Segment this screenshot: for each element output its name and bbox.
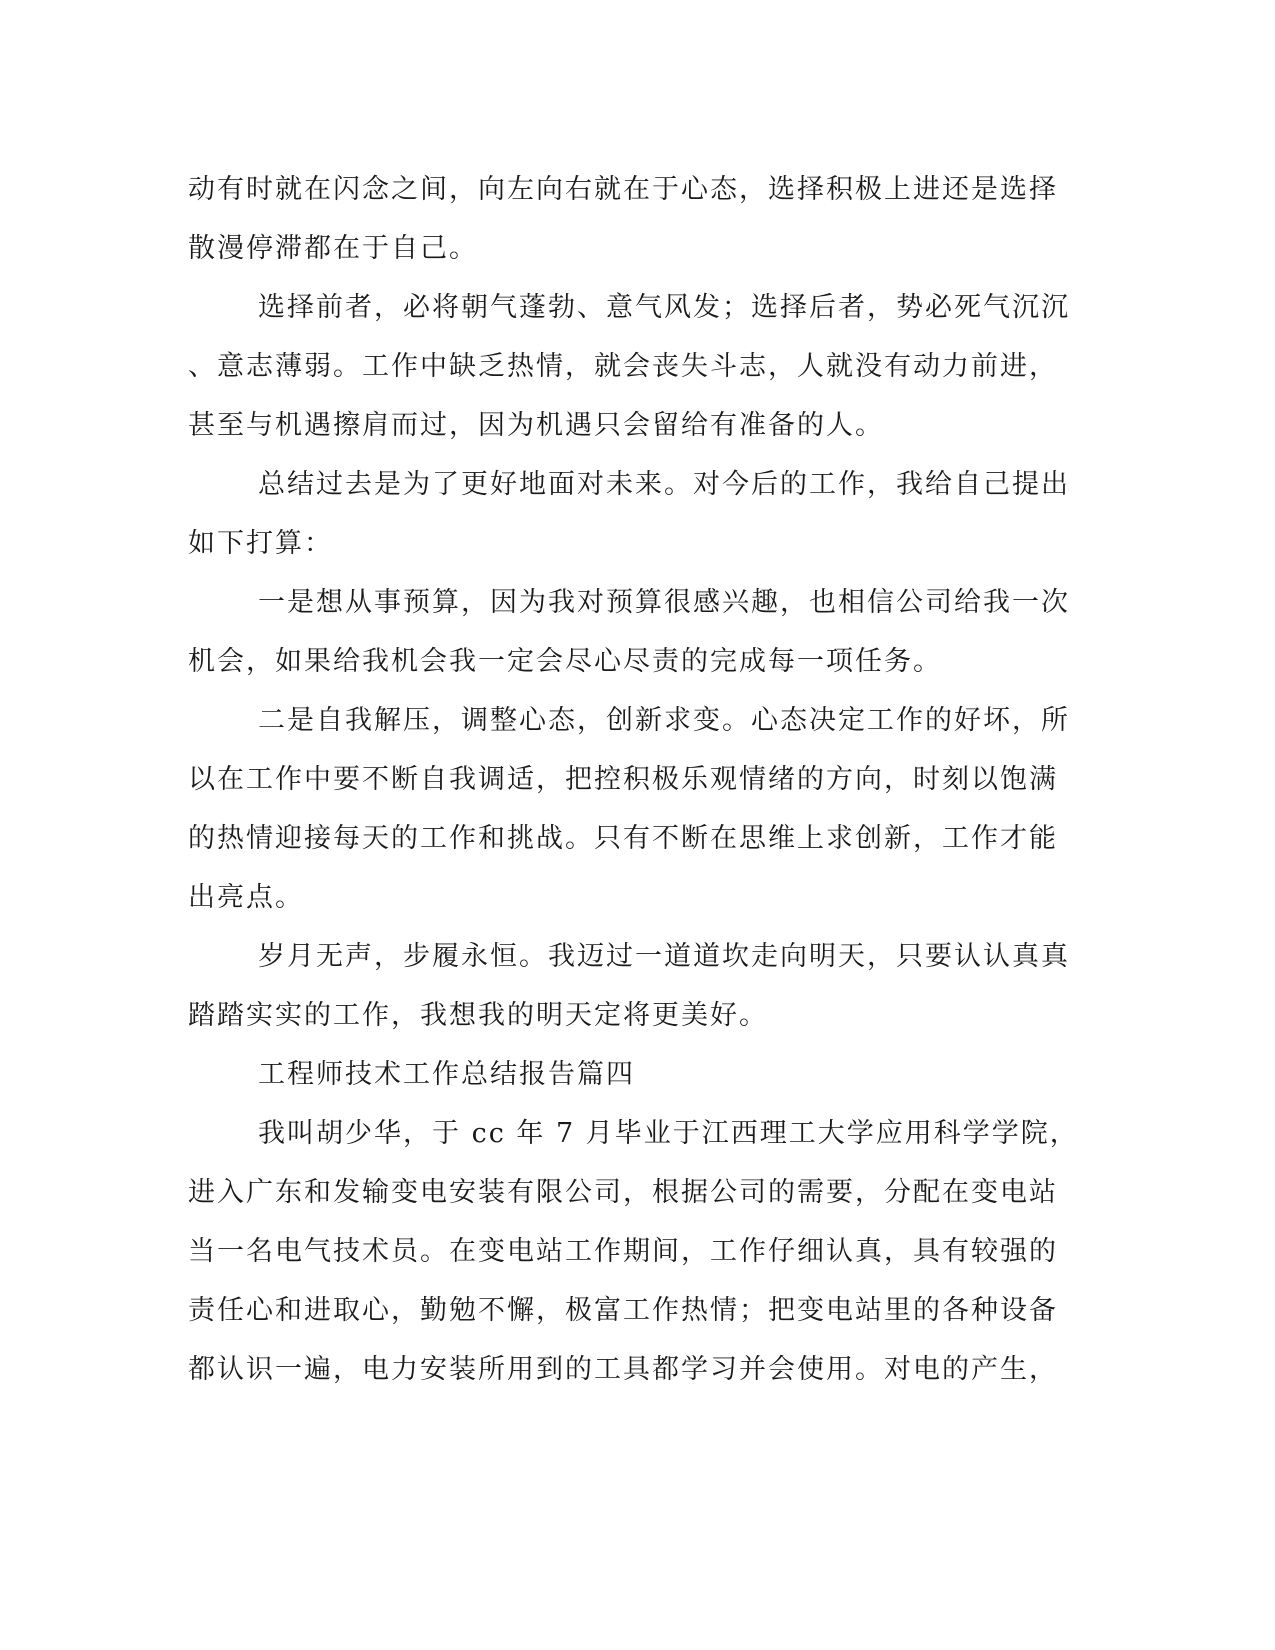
document-body bbox=[188, 160, 1079, 1399]
text-line: 总结过去是为了更好地面对未来。对今后的工作，我给自己提出 bbox=[258, 469, 1070, 500]
paragraph-introduction bbox=[188, 1104, 1079, 1399]
text-line: 选择前者，必将朝气蓬勃、意气风发；选择后者，势必死气沉沉 bbox=[258, 292, 1070, 323]
paragraph-choice bbox=[188, 278, 1068, 455]
text-line: 的热情迎接每天的工作和挑战。只有不断在思维上求创新，工作才能 bbox=[188, 823, 1058, 854]
text-line: 机会，如果给我机会我一定会尽心尽责的完成每一项任务。 bbox=[188, 646, 942, 677]
text-line: 都认识一遍，电力安装所用到的工具都学习并会使用。对电的产生， bbox=[188, 1354, 1058, 1385]
paragraph-summary bbox=[188, 455, 1068, 573]
paragraph-plan-two bbox=[188, 691, 1068, 927]
paragraph-plan-one bbox=[188, 573, 1068, 691]
text-line: 进入广东和发输变电安装有限公司，根据公司的需要，分配在变电站 bbox=[188, 1177, 1058, 1208]
text-line: 一是想从事预算，因为我对预算很感兴趣，也相信公司给我一次 bbox=[258, 587, 1070, 618]
text-line: 责任心和进取心，勤勉不懈，极富工作热情；把变电站里的各种设备 bbox=[188, 1295, 1058, 1326]
text-line: 岁月无声，步履永恒。我迈过一道道坎走向明天，只要认认真真 bbox=[258, 941, 1070, 972]
text-line: 我叫胡少华，于 cc 年 7 月毕业于江西理工大学应用科学学院， bbox=[258, 1118, 1079, 1149]
text-line: 二是自我解压，调整心态，创新求变。心态决定工作的好坏，所 bbox=[258, 705, 1070, 736]
text-line: 当一名电气技术员。在变电站工作期间，工作仔细认真，具有较强的 bbox=[188, 1236, 1058, 1267]
text-line: 、意志薄弱。工作中缺乏热情，就会丧失斗志，人就没有动力前进， bbox=[188, 351, 1058, 382]
text-line: 动有时就在闪念之间，向左向右就在于心态，选择积极上进还是选择 bbox=[188, 174, 1058, 205]
text-line: 踏踏实实的工作，我想我的明天定将更美好。 bbox=[188, 1000, 768, 1031]
section-heading: 工程师技术工作总结报告篇四 bbox=[258, 1059, 635, 1090]
paragraph-continuation bbox=[188, 160, 1068, 278]
text-line: 如下打算： bbox=[188, 528, 333, 559]
text-line: 甚至与机遇擦肩而过，因为机遇只会留给有准备的人。 bbox=[188, 410, 884, 441]
text-line: 以在工作中要不断自我调适，把控积极乐观情绪的方向，时刻以饱满 bbox=[188, 764, 1058, 795]
text-line: 出亮点。 bbox=[188, 882, 304, 913]
paragraph-closing bbox=[188, 927, 1068, 1045]
text-line: 散漫停滞都在于自己。 bbox=[188, 233, 478, 264]
